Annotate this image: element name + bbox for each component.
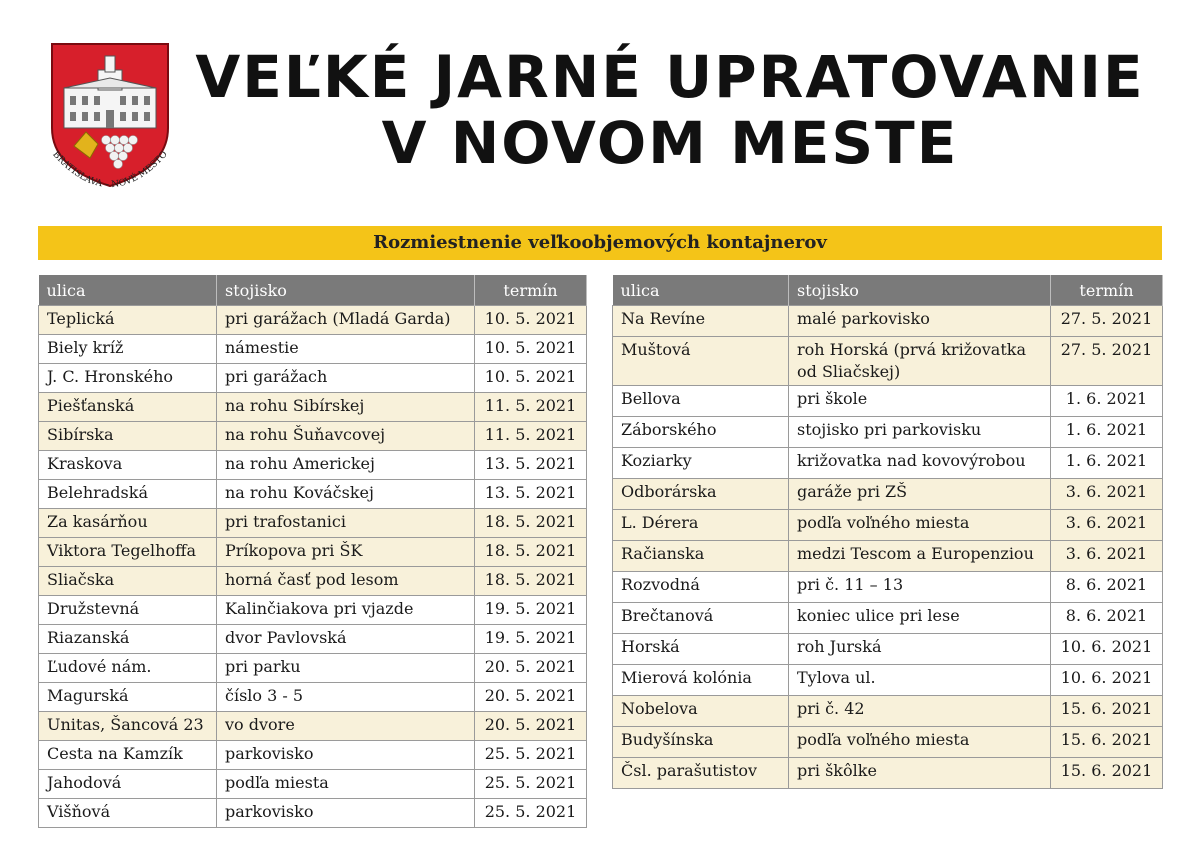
date-cell: 1. 6. 2021: [1051, 386, 1163, 417]
table-row: [613, 306, 1163, 337]
table-header-row: [39, 275, 587, 306]
street-cell: Bellova: [613, 386, 789, 417]
date-cell: 1. 6. 2021: [1051, 417, 1163, 448]
date-cell: 8. 6. 2021: [1051, 603, 1163, 634]
place-cell: koniec ulice pri lese: [789, 603, 1051, 634]
street-cell: Nobelova: [613, 696, 789, 727]
place-cell: pri trafostanici: [217, 509, 475, 538]
place-cell: garáže pri ZŠ: [789, 479, 1051, 510]
street-cell: Muštová: [613, 337, 789, 386]
table-row: [613, 510, 1163, 541]
date-cell: 20. 5. 2021: [475, 683, 587, 712]
date-cell: 10. 6. 2021: [1051, 634, 1163, 665]
date-cell: 3. 6. 2021: [1051, 510, 1163, 541]
coat-of-arms-logo: [40, 36, 180, 196]
street-cell: Piešťanská: [39, 393, 217, 422]
place-cell: pri garážach: [217, 364, 475, 393]
street-cell: Sibírska: [39, 422, 217, 451]
date-cell: 15. 6. 2021: [1051, 758, 1163, 789]
place-cell: pri škôlke: [789, 758, 1051, 789]
street-cell: Na Revíne: [613, 306, 789, 337]
date-cell: 10. 5. 2021: [475, 364, 587, 393]
place-cell: pri parku: [217, 654, 475, 683]
page-title: [190, 44, 1150, 176]
left-schedule-table: [38, 275, 587, 828]
date-cell: 3. 6. 2021: [1051, 541, 1163, 572]
header-street: ulica: [613, 275, 789, 306]
table-row: [613, 448, 1163, 479]
place-cell: Príkopova pri ŠK: [217, 538, 475, 567]
table-row: [39, 364, 587, 393]
street-cell: Magurská: [39, 683, 217, 712]
street-cell: Višňová: [39, 799, 217, 828]
section-banner: Rozmiestnenie veľkoobjemových kontajnerov: [38, 226, 1162, 260]
header-place: stojisko: [217, 275, 475, 306]
place-cell: pri škole: [789, 386, 1051, 417]
place-cell: roh Horská (prvá križovatka od Sliačskej): [789, 337, 1051, 386]
table-row: [39, 654, 587, 683]
place-cell: na rohu Americkej: [217, 451, 475, 480]
date-cell: 11. 5. 2021: [475, 393, 587, 422]
place-cell: malé parkovisko: [789, 306, 1051, 337]
table-row: [613, 572, 1163, 603]
date-cell: 19. 5. 2021: [475, 596, 587, 625]
street-cell: Biely kríž: [39, 335, 217, 364]
table-row: [39, 596, 587, 625]
table-row: [613, 541, 1163, 572]
table-row: [613, 758, 1163, 789]
table-row: [613, 479, 1163, 510]
table-row: [613, 727, 1163, 758]
place-cell: na rohu Kováčskej: [217, 480, 475, 509]
date-cell: 20. 5. 2021: [475, 654, 587, 683]
date-cell: 13. 5. 2021: [475, 480, 587, 509]
place-cell: pri č. 11 – 13: [789, 572, 1051, 603]
table-row: [613, 634, 1163, 665]
street-cell: Budyšínska: [613, 727, 789, 758]
date-cell: 10. 5. 2021: [475, 335, 587, 364]
street-cell: Ľudové nám.: [39, 654, 217, 683]
place-cell: dvor Pavlovská: [217, 625, 475, 654]
street-cell: Cesta na Kamzík: [39, 741, 217, 770]
date-cell: 27. 5. 2021: [1051, 337, 1163, 386]
table-row: [39, 538, 587, 567]
place-cell: podľa miesta: [217, 770, 475, 799]
place-cell: horná časť pod lesom: [217, 567, 475, 596]
table-row: [39, 393, 587, 422]
table-header-row: [613, 275, 1163, 306]
date-cell: 13. 5. 2021: [475, 451, 587, 480]
table-row: [39, 422, 587, 451]
place-cell: vo dvore: [217, 712, 475, 741]
table-row: [39, 335, 587, 364]
header-date: termín: [475, 275, 587, 306]
street-cell: L. Dérera: [613, 510, 789, 541]
date-cell: 10. 5. 2021: [475, 306, 587, 335]
street-cell: Horská: [613, 634, 789, 665]
table-row: [39, 799, 587, 828]
place-cell: Kalinčiakova pri vjazde: [217, 596, 475, 625]
street-cell: Záborského: [613, 417, 789, 448]
place-cell: na rohu Sibírskej: [217, 393, 475, 422]
place-cell: na rohu Šuňavcovej: [217, 422, 475, 451]
street-cell: Viktora Tegelhoffa: [39, 538, 217, 567]
table-row: [613, 665, 1163, 696]
place-cell: námestie: [217, 335, 475, 364]
place-cell: roh Jurská: [789, 634, 1051, 665]
place-cell: medzi Tescom a Europenziou: [789, 541, 1051, 572]
street-cell: Družstevná: [39, 596, 217, 625]
street-cell: Odborárska: [613, 479, 789, 510]
date-cell: 8. 6. 2021: [1051, 572, 1163, 603]
place-cell: podľa voľného miesta: [789, 727, 1051, 758]
street-cell: Rozvodná: [613, 572, 789, 603]
table-row: [39, 306, 587, 335]
place-cell: stojisko pri parkovisku: [789, 417, 1051, 448]
place-cell: pri garážach (Mladá Garda): [217, 306, 475, 335]
place-cell: pri č. 42: [789, 696, 1051, 727]
date-cell: 3. 6. 2021: [1051, 479, 1163, 510]
street-cell: Belehradská: [39, 480, 217, 509]
date-cell: 25. 5. 2021: [475, 799, 587, 828]
street-cell: Za kasárňou: [39, 509, 217, 538]
title-line-1: VEĽKÉ JARNÉ UPRATOVANIE: [195, 43, 1145, 111]
street-cell: Račianska: [613, 541, 789, 572]
table-row: [39, 567, 587, 596]
street-cell: Mierová kolónia: [613, 665, 789, 696]
place-cell: parkovisko: [217, 741, 475, 770]
table-row: [613, 386, 1163, 417]
table-row: [613, 603, 1163, 634]
date-cell: 1. 6. 2021: [1051, 448, 1163, 479]
table-row: [39, 741, 587, 770]
place-cell: podľa voľného miesta: [789, 510, 1051, 541]
date-cell: 27. 5. 2021: [1051, 306, 1163, 337]
header-date: termín: [1051, 275, 1163, 306]
street-cell: J. C. Hronského: [39, 364, 217, 393]
street-cell: Teplická: [39, 306, 217, 335]
date-cell: 18. 5. 2021: [475, 509, 587, 538]
table-row: [39, 683, 587, 712]
date-cell: 25. 5. 2021: [475, 741, 587, 770]
date-cell: 25. 5. 2021: [475, 770, 587, 799]
place-cell: číslo 3 - 5: [217, 683, 475, 712]
table-row: [39, 625, 587, 654]
place-cell: križovatka nad kovovýrobou: [789, 448, 1051, 479]
table-row: [39, 770, 587, 799]
street-cell: Sliačska: [39, 567, 217, 596]
date-cell: 18. 5. 2021: [475, 567, 587, 596]
street-cell: Unitas, Šancová 23: [39, 712, 217, 741]
table-row: [39, 509, 587, 538]
table-row: [39, 712, 587, 741]
table-row: [613, 417, 1163, 448]
street-cell: Kraskova: [39, 451, 217, 480]
place-cell: Tylova ul.: [789, 665, 1051, 696]
street-cell: Čsl. parašutistov: [613, 758, 789, 789]
header-street: ulica: [39, 275, 217, 306]
table-row: [613, 337, 1163, 386]
date-cell: 19. 5. 2021: [475, 625, 587, 654]
date-cell: 15. 6. 2021: [1051, 696, 1163, 727]
date-cell: 11. 5. 2021: [475, 422, 587, 451]
street-cell: Jahodová: [39, 770, 217, 799]
street-cell: Riazanská: [39, 625, 217, 654]
right-schedule-table: [612, 275, 1163, 789]
crest-label: BRATISLAVA – NOVÉ MESTO: [50, 149, 170, 191]
street-cell: Brečtanová: [613, 603, 789, 634]
title-line-2: V NOVOM MESTE: [381, 109, 959, 177]
place-cell: parkovisko: [217, 799, 475, 828]
table-row: [39, 480, 587, 509]
date-cell: 20. 5. 2021: [475, 712, 587, 741]
street-cell: Koziarky: [613, 448, 789, 479]
date-cell: 15. 6. 2021: [1051, 727, 1163, 758]
table-row: [613, 696, 1163, 727]
date-cell: 10. 6. 2021: [1051, 665, 1163, 696]
table-row: [39, 451, 587, 480]
date-cell: 18. 5. 2021: [475, 538, 587, 567]
header-place: stojisko: [789, 275, 1051, 306]
